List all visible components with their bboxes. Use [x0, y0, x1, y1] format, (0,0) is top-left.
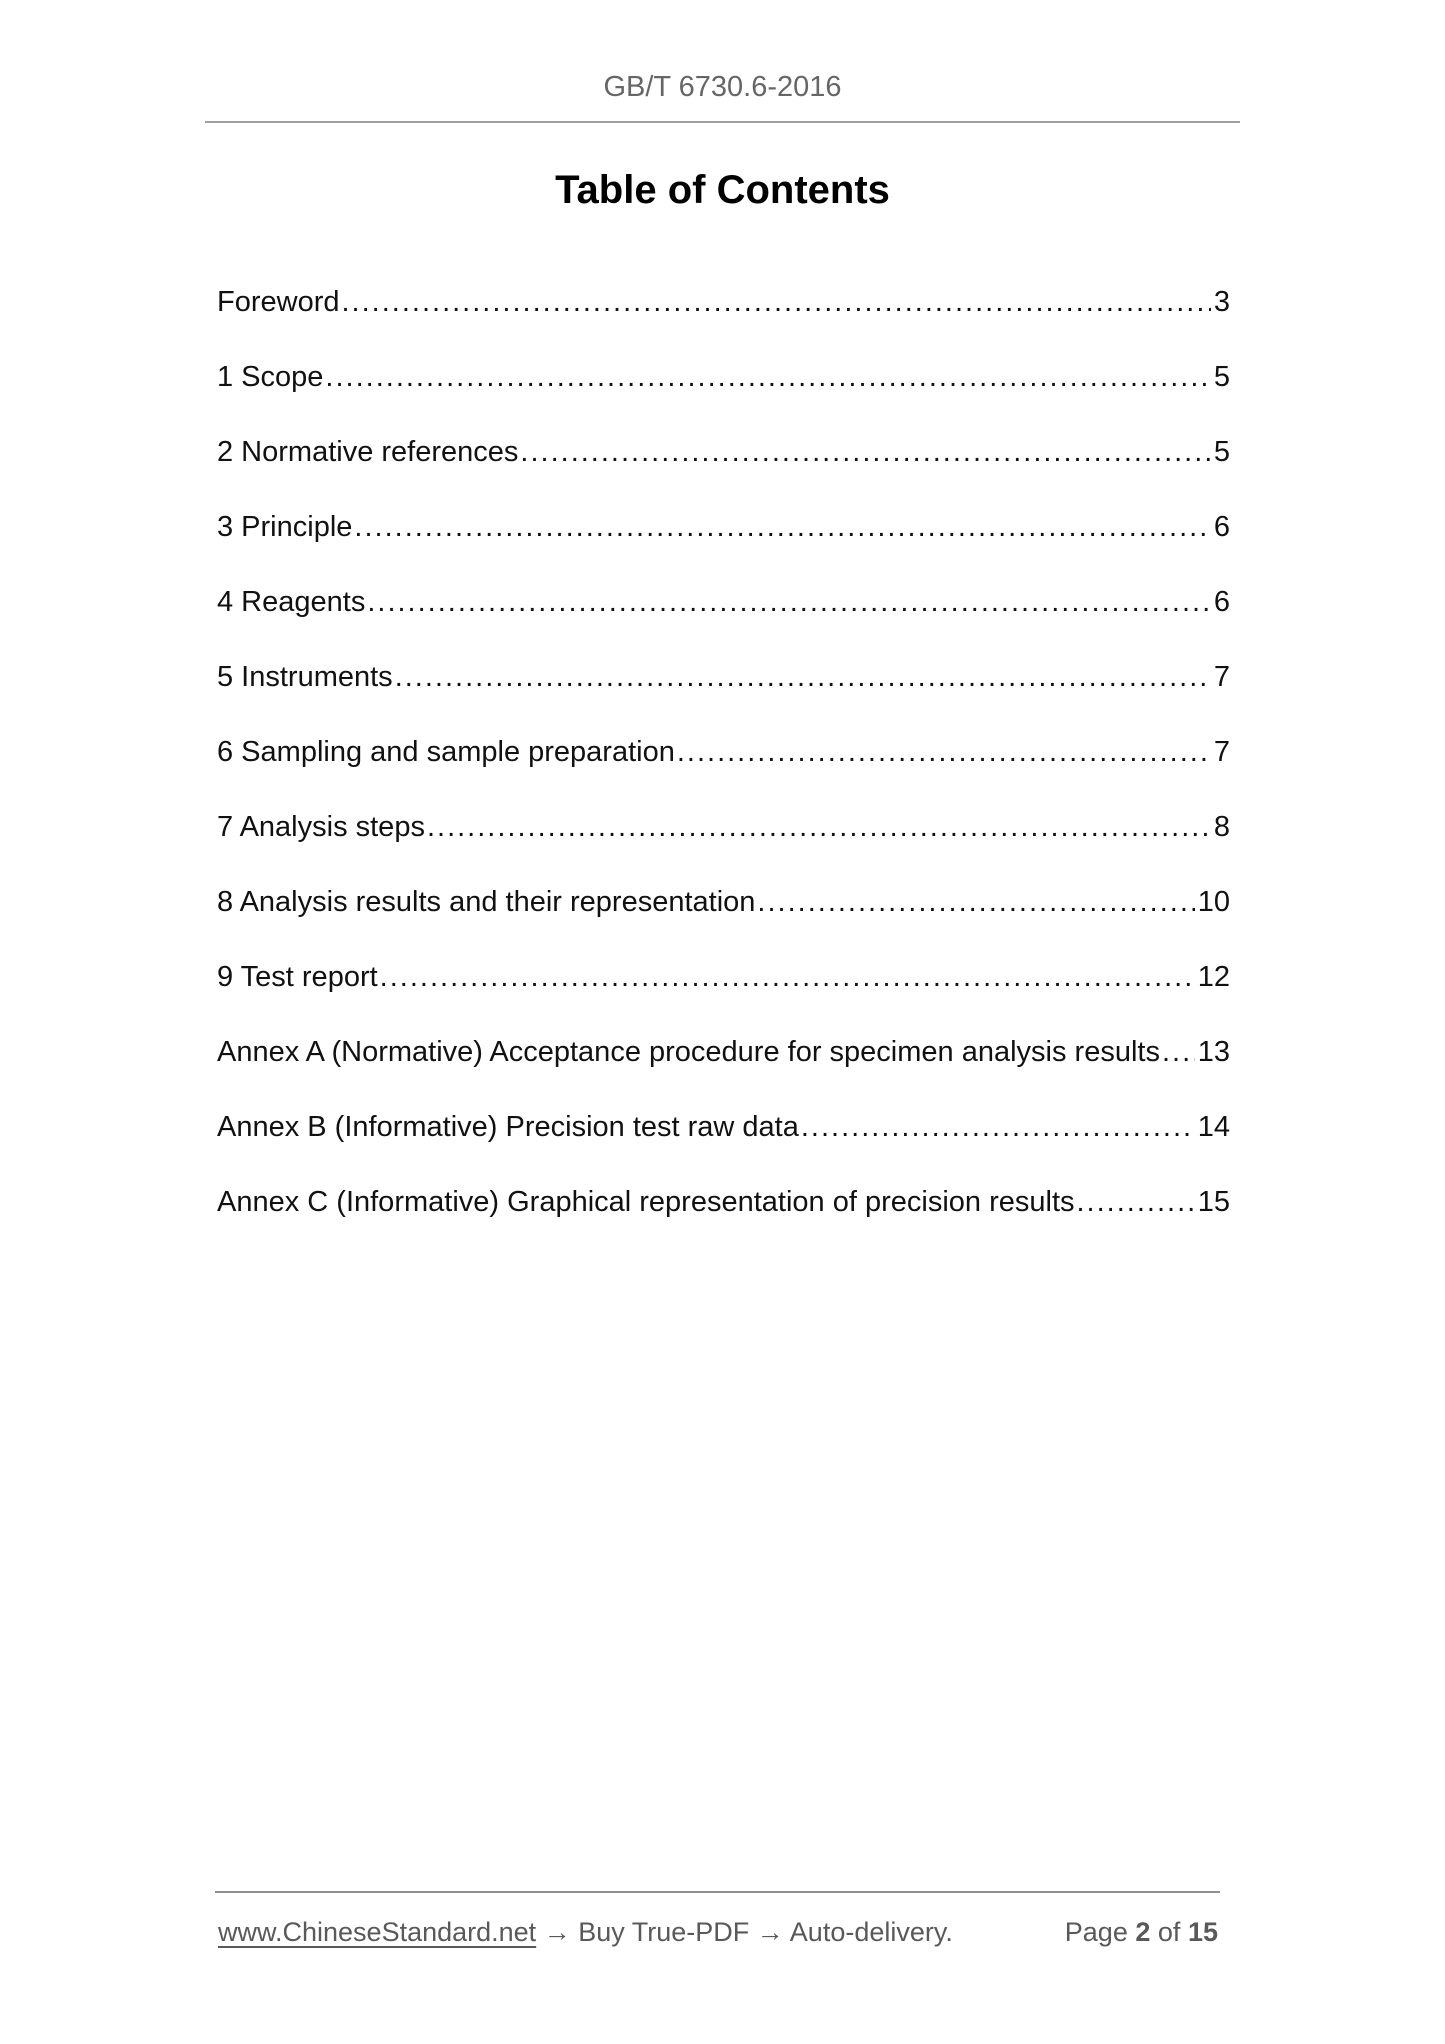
toc-entry-page: 3 [1213, 286, 1230, 318]
toc-entry [217, 287, 1230, 317]
toc-entry-page: 8 [1213, 811, 1230, 843]
toc-entry-label: 9 Test report [217, 961, 378, 993]
toc-entry-page: 6 [1213, 511, 1230, 543]
toc-entry-page: 14 [1197, 1111, 1230, 1143]
toc-dot-leader [354, 512, 1210, 542]
page-total: 15 [1187, 1917, 1218, 1947]
toc-entry [217, 887, 1230, 917]
toc-entry [217, 1112, 1230, 1142]
toc-entry-label: 5 Instruments [217, 661, 393, 693]
toc-dot-leader [1077, 1187, 1195, 1217]
toc-entry [217, 1187, 1230, 1217]
page-current: 2 [1135, 1917, 1151, 1947]
toc-entry [217, 737, 1230, 767]
toc-entry-page: 12 [1197, 961, 1230, 993]
toc-dot-leader [1162, 1037, 1195, 1067]
footer-action-buy: Buy True-PDF [578, 1917, 750, 1947]
toc-entry [217, 437, 1230, 467]
footer-divider [215, 1891, 1220, 1893]
toc-entry-label: 3 Principle [217, 511, 353, 543]
toc-dot-leader [325, 362, 1210, 392]
toc-entry-page: 7 [1213, 736, 1230, 768]
toc-entry-label: Annex C (Informative) Graphical representation of precision results [217, 1186, 1075, 1218]
toc-dot-leader [757, 887, 1194, 917]
table-of-contents [217, 287, 1230, 1262]
toc-dot-leader [395, 662, 1211, 692]
toc-entry-label: 8 Analysis results and their representation [217, 886, 756, 918]
toc-entry-page: 7 [1213, 661, 1230, 693]
toc-entry-label: 2 Normative references [217, 436, 519, 468]
toc-dot-leader [801, 1112, 1195, 1142]
toc-entry-page: 15 [1197, 1186, 1230, 1218]
toc-entry-label: 7 Analysis steps [217, 811, 425, 843]
footer-action-delivery: Auto-delivery. [789, 1917, 953, 1947]
page-label: Page [1064, 1917, 1128, 1947]
toc-dot-leader [380, 962, 1195, 992]
toc-entry [217, 662, 1230, 692]
toc-dot-leader [427, 812, 1211, 842]
toc-entry [217, 587, 1230, 617]
arrow-icon: → [543, 1917, 571, 1947]
toc-dot-leader [342, 287, 1211, 317]
toc-entry [217, 1037, 1230, 1067]
footer-link[interactable]: www.ChineseStandard.net [218, 1917, 537, 1947]
header-divider [205, 121, 1240, 123]
toc-entry [217, 362, 1230, 392]
toc-entry-label: 4 Reagents [217, 586, 366, 618]
toc-entry-label: 6 Sampling and sample preparation [217, 736, 675, 768]
toc-entry [217, 812, 1230, 842]
toc-dot-leader [367, 587, 1211, 617]
toc-entry [217, 962, 1230, 992]
page-title: Table of Contents [555, 168, 890, 212]
of-label: of [1157, 1917, 1181, 1947]
toc-entry-label: Foreword [217, 286, 340, 318]
page-indicator [1065, 1916, 1218, 1948]
toc-dot-leader [520, 437, 1210, 467]
toc-dot-leader [677, 737, 1211, 767]
toc-entry-page: 6 [1213, 586, 1230, 618]
footer-info [218, 1916, 953, 1948]
toc-entry-page: 13 [1197, 1036, 1230, 1068]
toc-entry-label: Annex B (Informative) Precision test raw data [217, 1111, 799, 1143]
toc-entry-page: 5 [1213, 361, 1230, 393]
toc-entry-label: 1 Scope [217, 361, 324, 393]
doc-number: GB/T 6730.6-2016 [603, 71, 842, 103]
arrow-icon: → [756, 1917, 784, 1947]
toc-entry-label: Annex A (Normative) Acceptance procedure for specimen analysis results [217, 1036, 1160, 1068]
toc-entry-page: 10 [1197, 886, 1230, 918]
toc-entry-page: 5 [1213, 436, 1230, 468]
toc-entry [217, 512, 1230, 542]
